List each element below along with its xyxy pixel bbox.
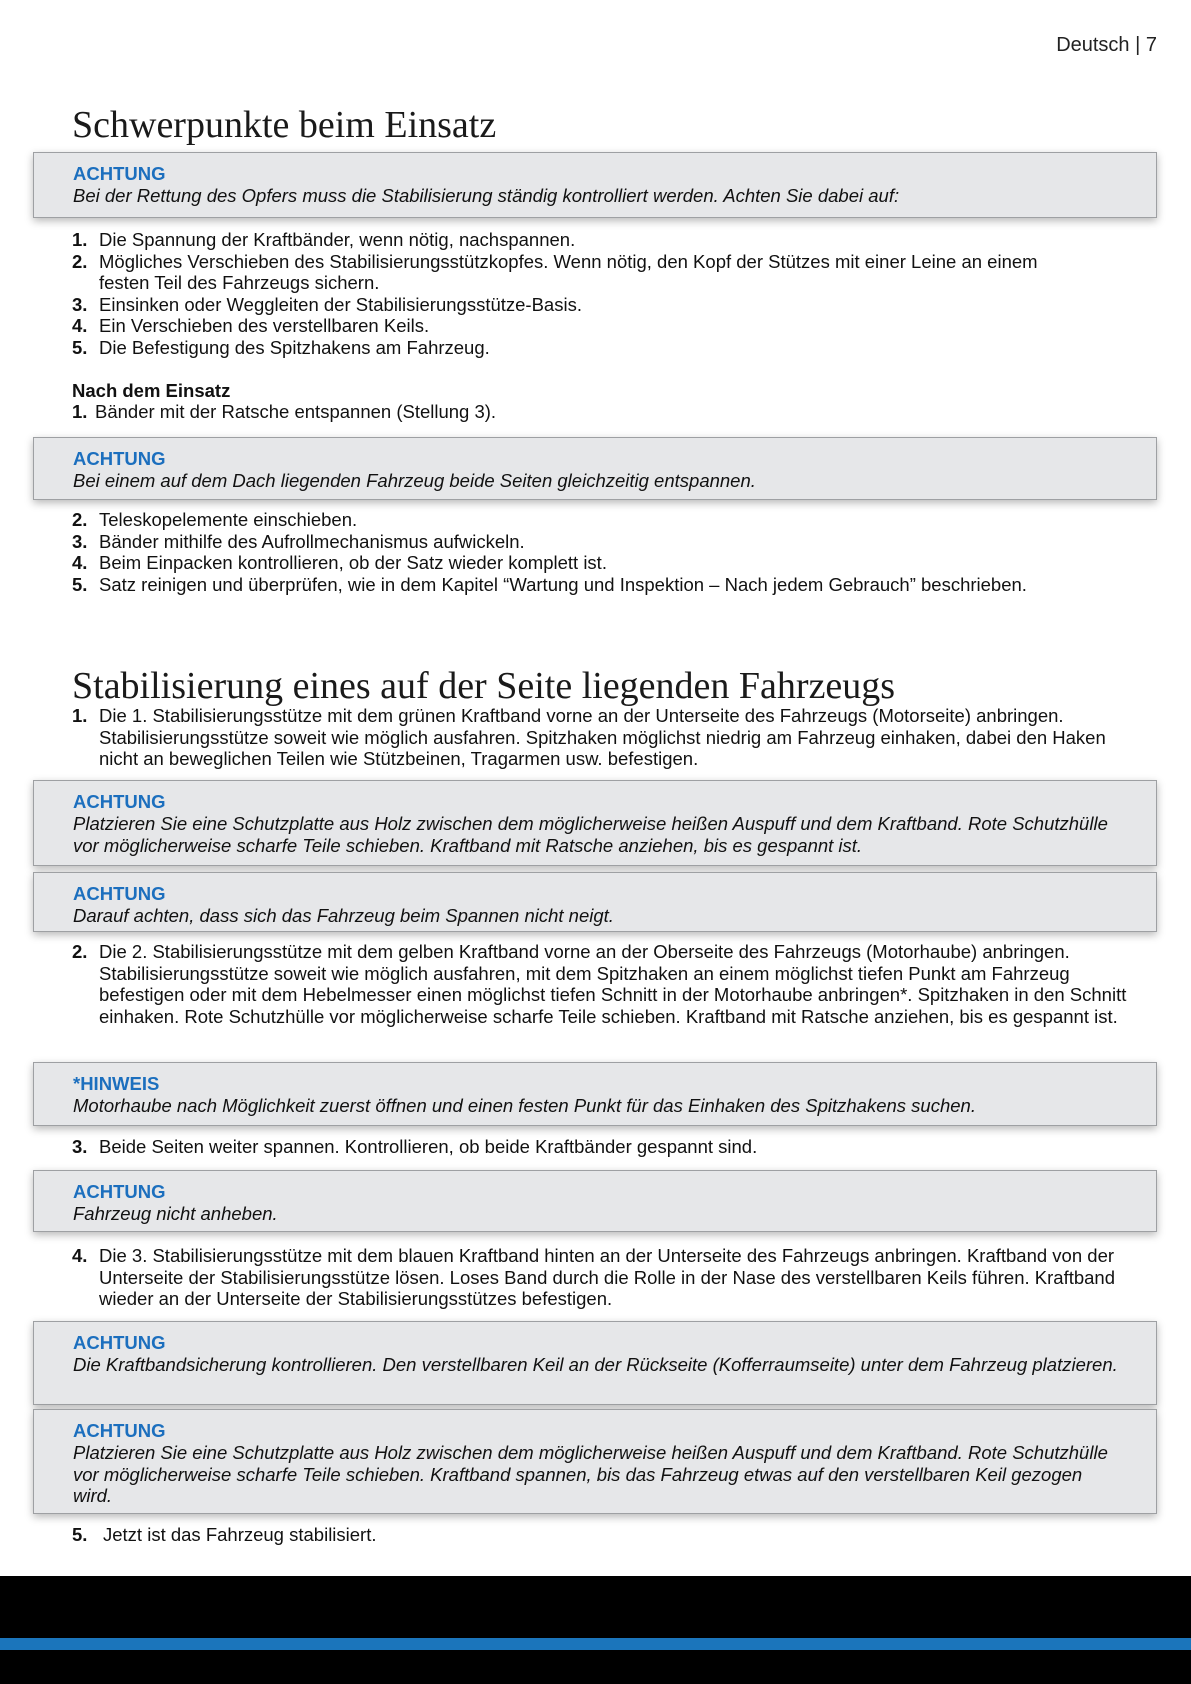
list-number: 3. <box>72 530 88 552</box>
warning-text: Bei der Rettung des Opfers muss die Stabilisierung ständig kontrolliert werden. Achten Sie dabei auf: <box>73 185 900 206</box>
step-text: Beide Seiten weiter spannen. Kontrollieren, ob beide Kraftbänder gespannt sind. <box>99 1136 758 1157</box>
warning-label: ACHTUNG <box>73 1181 166 1202</box>
step-number: 3. <box>72 1136 88 1157</box>
step-text: Die 1. Stabilisierungsstütze mit dem grünen Kraftband vorne an der Unterseite des Fahrzeugs (Motorseite) anbringen. Stabilisierungsstütze soweit wie möglich ausfahren. Spitzhaken möglichst niedrig am Fahrzeug einhaken, dabei den Haken nicht an beweglichen Teilen wie Stützbeinen, Tragarmen usw. befestigen. <box>99 705 1106 770</box>
after-use-list-continued <box>72 509 1132 595</box>
list-item <box>72 315 1132 337</box>
step-number: 1. <box>72 705 88 726</box>
list-number: 3. <box>72 293 88 315</box>
note-label: *HINWEIS <box>73 1073 160 1094</box>
list-number: 4. <box>72 552 88 574</box>
list-number: 5. <box>72 573 88 595</box>
step-item <box>72 1136 1132 1158</box>
warning-text: Platzieren Sie eine Schutzplatte aus Holz zwischen dem möglicherweise heißen Auspuff und dem Kraftband. Rote Schutzhülle vor möglicherweise scharfe Teile schieben. Kraftband mit Ratsche anziehen, bis es gespannt ist. <box>73 813 1108 856</box>
step-number: 2. <box>72 941 88 962</box>
step-text: Die 2. Stabilisierungsstütze mit dem gelben Kraftband vorne an der Oberseite des Fahrzeugs (Motorhaube) anbringen. Stabilisierungsstütze soweit wie möglich ausfahren, mit dem Spitzhaken an einem möglichst tiefen Punkt am Fahrzeug befestigen oder mit dem Hebelmesser einen möglichst tiefen Schnitt in der Motorhaube anbringen*. Spitzhaken in den Schnitt einhaken. Rote Schutzhülle vor möglicherweise scharfe Teile schieben. Kraftband mit Ratsche anziehen, bis es gespannt ist. <box>99 941 1127 1027</box>
note-box <box>33 1062 1157 1126</box>
list-text: Die Befestigung des Spitzhakens am Fahrzeug. <box>99 336 490 358</box>
subheading: Nach dem Einsatz <box>72 380 231 401</box>
list-text: Einsinken oder Weggleiten der Stabilisierungsstütze-Basis. <box>99 293 582 315</box>
warning-box <box>33 872 1157 932</box>
list-item <box>72 531 1132 553</box>
checklist <box>72 229 1132 359</box>
step-number: 4. <box>72 1245 88 1266</box>
step-item <box>72 1245 1132 1310</box>
list-number: 1. <box>72 401 88 422</box>
list-number: 5. <box>72 336 88 358</box>
list-text: Teleskopelemente einschieben. <box>99 509 358 530</box>
list-item <box>72 337 1132 359</box>
list-text: Die Spannung der Kraftbänder, wenn nötig, nachspannen. <box>99 229 576 250</box>
warning-label: ACHTUNG <box>73 1332 166 1353</box>
list-number: 1. <box>72 229 88 250</box>
list-number: 4. <box>72 315 88 337</box>
list-text: Satz reinigen und überprüfen, wie in dem Kapitel “Wartung und Inspektion – Nach jedem Gebrauch” beschrieben. <box>99 573 1027 595</box>
note-text: Motorhaube nach Möglichkeit zuerst öffnen und einen festen Punkt für das Einhaken des Spitzhakens suchen. <box>73 1095 976 1116</box>
page-header: Deutsch | 7 <box>1056 34 1157 56</box>
step-item <box>72 941 1132 1027</box>
list-number: 2. <box>72 509 88 530</box>
warning-box <box>33 1170 1157 1232</box>
warning-box <box>33 152 1157 218</box>
list-text: Beim Einpacken kontrollieren, ob der Satz wieder komplett ist. <box>99 552 607 574</box>
step-item <box>72 705 1132 770</box>
warning-box <box>33 437 1157 500</box>
warning-label: ACHTUNG <box>73 163 166 184</box>
warning-box <box>33 780 1157 866</box>
warning-label: ACHTUNG <box>73 883 166 904</box>
warning-label: ACHTUNG <box>73 1420 166 1441</box>
list-item <box>72 294 1132 316</box>
section-title: Stabilisierung eines auf der Seite liegenden Fahrzeugs <box>72 665 896 707</box>
list-item <box>72 251 1132 294</box>
step-list <box>72 1245 1132 1310</box>
list-item <box>72 509 1132 531</box>
step-number: 5. <box>72 1524 88 1545</box>
list-number: 2. <box>72 250 88 272</box>
footer-stripe <box>0 1638 1191 1650</box>
warning-text: Bei einem auf dem Dach liegenden Fahrzeug beide Seiten gleichzeitig entspannen. <box>73 470 756 491</box>
list-text: Bänder mit der Ratsche entspannen (Stellung 3). <box>95 401 497 422</box>
list-text: Mögliches Verschieben des Stabilisierungsstützkopfes. Wenn nötig, den Kopf der Stützes mit einer Leine an einem festen Teil des Fahrzeugs sichern. <box>99 250 1038 294</box>
warning-text: Die Kraftbandsicherung kontrollieren. Den verstellbaren Keil an der Rückseite (Kofferraumseite) unter dem Fahrzeug platzieren. <box>73 1354 1118 1375</box>
list-item <box>72 552 1132 574</box>
step-list <box>72 705 1132 770</box>
step-text: Die 3. Stabilisierungsstütze mit dem blauen Kraftband hinten an der Unterseite des Fahrzeugs anbringen. Kraftband von der Unterseite der Stabilisierungsstütze lösen. Loses Band durch die Rolle in der Nase des verstellbaren Keils führen. Kraftband wieder an der Unterseite der Stabilisierungsstützes befestigen. <box>99 1245 1116 1310</box>
step-list <box>72 1136 1132 1158</box>
list-item <box>72 229 1132 251</box>
list-text: Ein Verschieben des verstellbaren Keils. <box>99 315 430 337</box>
list-item <box>72 574 1132 596</box>
warning-label: ACHTUNG <box>73 448 166 469</box>
warning-text: Platzieren Sie eine Schutzplatte aus Holz zwischen dem möglicherweise heißen Auspuff und dem Kraftband. Rote Schutzhülle vor möglicherweise scharfe Teile schieben. Kraftband spannen, bis das Fahrzeug etwas auf den verstellbaren Keil gezogen wird. <box>73 1442 1108 1506</box>
warning-box <box>33 1321 1157 1405</box>
step-text: Jetzt ist das Fahrzeug stabilisiert. <box>103 1524 377 1545</box>
warning-text: Fahrzeug nicht anheben. <box>73 1203 278 1224</box>
warning-text: Darauf achten, dass sich das Fahrzeug beim Spannen nicht neigt. <box>73 905 614 926</box>
after-use-list <box>72 401 1132 423</box>
list-text: Bänder mithilfe des Aufrollmechanismus aufwickeln. <box>99 530 525 552</box>
footer-band <box>0 1576 1191 1684</box>
step-list <box>72 1524 1132 1546</box>
section-title: Schwerpunkte beim Einsatz <box>72 104 497 146</box>
step-item <box>72 1524 1132 1546</box>
list-item <box>72 401 1132 423</box>
warning-box <box>33 1409 1157 1514</box>
step-list <box>72 941 1132 1027</box>
warning-label: ACHTUNG <box>73 791 166 812</box>
